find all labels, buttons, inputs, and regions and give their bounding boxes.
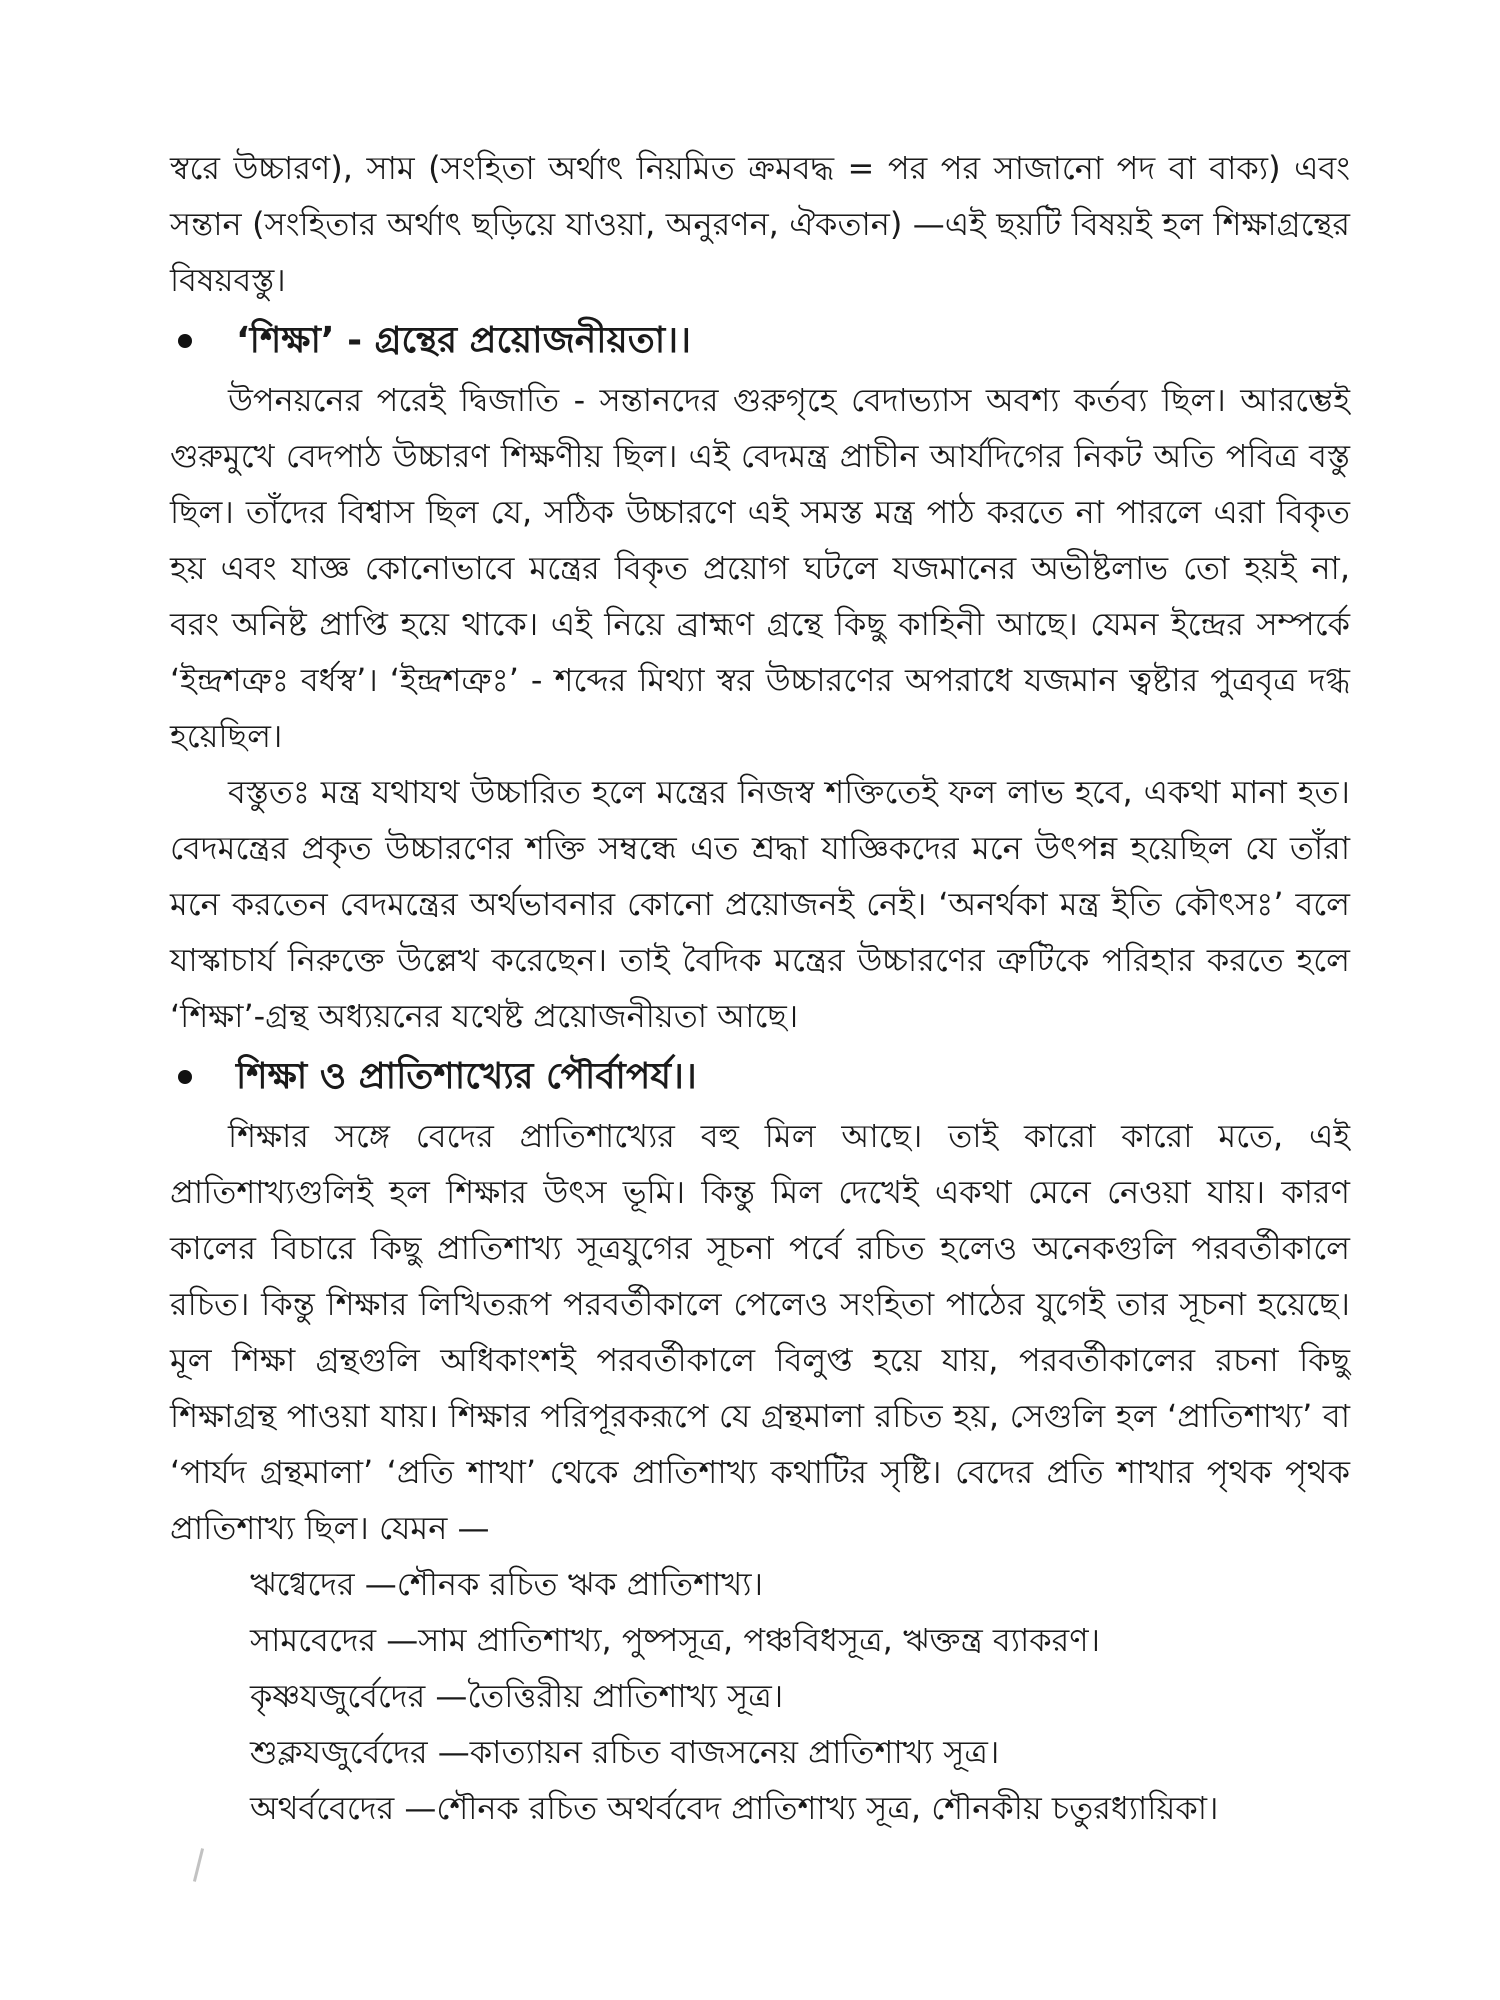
list-item: অথর্ববেদের —শৌনক রচিত অথর্ববেদ প্রাতিশাখ্য সূত্র, শৌনকীয় চতুরধ্যায়িকা।: [250, 1789, 1219, 1827]
paragraph-upanayana: উপনয়নের পরেই দ্বিজাতি - সন্তানদের গুরুগৃহে বেদাভ্যাস অবশ্য কর্তব্য ছিল। আরম্ভেই গুরুমুখে বেদপাঠ উচ্চারণ শিক্ষণীয় ছিল। এই বেদমন্ত্র প্রাচীন আর্যদিগের নিকট অতি পবিত্র বস্তু ছিল। তাঁদের বিশ্বাস ছিল যে, সঠিক উচ্চারণে এই সমস্ত মন্ত্র পাঠ করতে না পারলে এরা বিকৃত হয় এবং যাজ্ঞ কোনোভাবে মন্ত্রের বিকৃত প্রয়োগ ঘটলে যজমানের অভীষ্টলাভ তো হয়ই না, বরং অনিষ্ট প্রাপ্তি হয়ে থাকে। এই নিয়ে ব্রাহ্মণ গ্রন্থে কিছু কাহিনী আছে। যেমন ইন্দ্রের সম্পর্কে ‘ইন্দ্রশত্রুঃ বর্ধস্ব’। ‘ইন্দ্রশত্রুঃ’ - শব্দের মিথ্যা স্বর উচ্চারণের অপরাধে যজমান ত্বষ্টার পুত্রবৃত্র দগ্ধ হয়েছিল।: [170, 381, 1350, 755]
paragraph-mantra-pronunciation: বস্তুতঃ মন্ত্র যথাযথ উচ্চারিত হলে মন্ত্রের নিজস্ব শক্তিতেই ফল লাভ হবে, একথা মানা হত। বেদমন্ত্রের প্রকৃত উচ্চারণের শক্তি সম্বন্ধে এত শ্রদ্ধা যাজ্ঞিকদের মনে উৎপন্ন হয়েছিল যে তাঁরা মনে করতেন বেদমন্ত্রের অর্থভাবনার কোনো প্রয়োজনই নেই। ‘অনর্থকা মন্ত্র ইতি কৌৎসঃ’ বলে যাস্কাচার্য নিরুক্তে উল্লেখ করেছেন। তাই বৈদিক মন্ত্রের উচ্চারণের ত্রুটিকে পরিহার করতে হলে ‘শিক্ষা’-গ্রন্থ অধ্যয়নের যথেষ্ট প্রয়োজনীয়তা আছে।: [170, 773, 1350, 1035]
margin-pencil-mark: [193, 1848, 204, 1882]
section-heading-shiksha-importance: [170, 310, 1350, 372]
pratishakhya-list: [170, 1556, 1350, 1836]
bullet-icon: [178, 1070, 192, 1084]
paragraph-pratishakhya: শিক্ষার সঙ্গে বেদের প্রাতিশাখ্যের বহু মিল আছে। তাই কারো কারো মতে, এই প্রাতিশাখ্যগুলিই হল শিক্ষার উৎস ভূমি। কিন্তু মিল দেখেই একথা মেনে নেওয়া যায়। কারণ কালের বিচারে কিছু প্রাতিশাখ্য সূত্রযুগের সূচনা পর্বে রচিত হলেও অনেকগুলি পরবর্তীকালে রচিত। কিন্তু শিক্ষার লিখিতরূপ পরবর্তীকালে পেলেও সংহিতা পাঠের যুগেই তার সূচনা হয়েছে। মূল শিক্ষা গ্রন্থগুলি অধিকাংশই পরবর্তীকালে বিলুপ্ত হয়ে যায়, পরবর্তীকালের রচনা কিছু শিক্ষাগ্রন্থ পাওয়া যায়। শিক্ষার পরিপূরকরূপে যে গ্রন্থমালা রচিত হয়, সেগুলি হল ‘প্রাতিশাখ্য’ বা ‘পার্যদ গ্রন্থমালা’ ‘প্রতি শাখা’ থেকে প্রাতিশাখ্য কথাটির সৃষ্টি। বেদের প্রতি শাখার পৃথক পৃথক প্রাতিশাখ্য ছিল। যেমন —: [170, 1117, 1351, 1547]
section-heading-text: শিক্ষা ও প্রাতিশাখ্যের পৌর্বাপর্য।।: [236, 1056, 697, 1097]
section-heading-shiksha-pratishakhya: [170, 1046, 1350, 1108]
list-item: কৃষ্ণযজুর্বেদের —তৈত্তিরীয় প্রাতিশাখ্য সূত্র।: [250, 1677, 784, 1715]
page-content: [170, 140, 1350, 1836]
section-heading-text: ‘শিক্ষা’ - গ্রন্থের প্রয়োজনীয়তা।।: [236, 320, 691, 361]
list-item: শুক্লযজুর্বেদের —কাত্যায়ন রচিত বাজসনেয় প্রাতিশাখ্য সূত্র।: [250, 1733, 1000, 1771]
bullet-icon: [178, 334, 192, 348]
list-item: ঋগ্বেদের —শৌনক রচিত ঋক প্রাতিশাখ্য।: [250, 1565, 764, 1603]
paragraph-intro-continuation: স্বরে উচ্চারণ), সাম (সংহিতা অর্থাৎ নিয়মিত ক্রমবদ্ধ = পর পর সাজানো পদ বা বাক্য) এবং সন্তান (সংহিতার অর্থাৎ ছড়িয়ে যাওয়া, অনুরণন, ঐকতান) —এই ছয়টি বিষয়ই হল শিক্ষাগ্রন্থের বিষয়বস্তু।: [170, 149, 1350, 299]
list-item: সামবেদের —সাম প্রাতিশাখ্য, পুষ্পসূত্র, পঞ্চবিধসূত্র, ঋক্তন্ত্র ব্যাকরণ।: [250, 1621, 1101, 1659]
